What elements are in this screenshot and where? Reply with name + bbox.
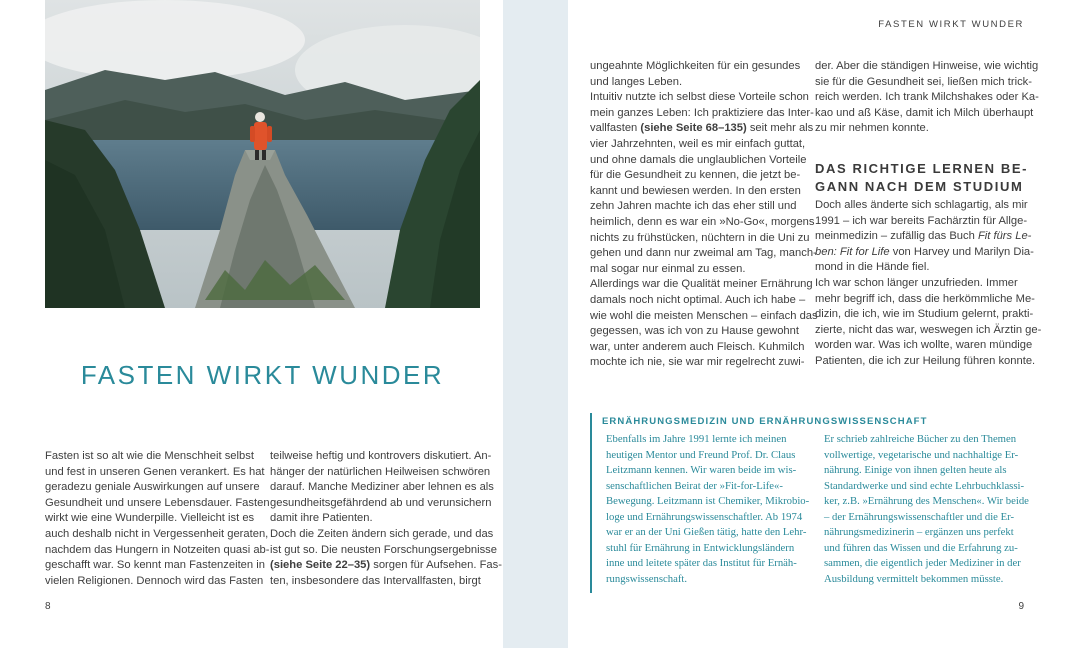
text-line: reich werden. Ich trank Milchshakes oder Ka- — [815, 91, 1039, 104]
right-body-column-2-continued — [815, 198, 1042, 370]
text-line: wie wohl die meisten Menschen – einfach das — [590, 309, 818, 322]
text-line: Bewegung. Leitzmann ist Chemiker, Mikrobio- — [606, 495, 810, 507]
text-line: gegessen, was ich von zu Hause gewohnt — [590, 325, 799, 338]
text-line: kannt und bewiesen werden. In den ersten — [590, 184, 801, 197]
info-box-column-1 — [606, 432, 809, 587]
text-line: Patienten, die ich zur Heilung führen konnte. — [815, 354, 1036, 367]
text-line: senschaftlichen Beirat der »Fit-for-Life«- — [606, 479, 783, 492]
text-line: vollwertige, vegetarische und nachhaltige Er- — [824, 448, 1019, 461]
text-fragment: meinmedizin – zufällig das Buch — [815, 230, 978, 243]
text-line: war, unter anderem auch Fleisch. Kuhmilch — [590, 340, 805, 353]
text-line: Leitzmann kennen. Wir waren beide im wis- — [606, 464, 797, 476]
text-line: heimlich, denn es war ein »No-Go«, morgens — [590, 215, 815, 228]
text-line: Gesundheit und unsere Lebensdauer. Fasten — [45, 496, 270, 509]
text-line: Doch die Zeiten ändern sich gerade, und das — [270, 527, 494, 540]
text-line: der. Aber die ständigen Hinweise, wie wichtig — [815, 60, 1039, 72]
text-line: ist gut so. Die neusten Forschungsergebnisse — [270, 543, 497, 556]
text-line: gehen und dann nur zweimal am Tag, manch- — [590, 247, 817, 260]
text-line: und fest in unseren Genen verankert. Es hat — [45, 465, 265, 478]
chapter-title: FASTEN WIRKT WUNDER — [80, 360, 445, 390]
text-line: wirkt wie eine Wunderpille. Vielleicht ist es — [45, 512, 255, 525]
text-line: sie für die Gesundheit sei, ließen mich trick- — [815, 75, 1032, 88]
text-line: zierte, nicht das war, weswegen ich Ärztin ge- — [815, 323, 1042, 336]
text-line: ten, insbesondere das Intervallfasten, birgt — [270, 574, 481, 587]
text-line: nährungsmedizinerin – ergänzen uns perfekt — [824, 526, 1014, 538]
hiker-mountain-photo — [45, 0, 480, 308]
text-line: und langes Leben. — [590, 75, 683, 88]
info-box — [590, 413, 1032, 593]
heading-line: DAS RICHTIGE LERNEN BE- — [815, 161, 1029, 176]
text-line: gesundheitsgefährdend ab und verunsichern — [270, 496, 492, 509]
text-line: dizin, die ich, wie im Studium gelernt, prakti- — [815, 308, 1034, 321]
running-head: FASTEN WIRKT WUNDER — [878, 19, 1024, 30]
right-body-column-2 — [815, 59, 1039, 137]
text-line: Standardwerke und sind echte Lehrbuchklassi- — [824, 479, 1025, 492]
section-heading — [815, 160, 1035, 196]
text-line: Ebenfalls im Jahre 1991 lernte ich meinen — [606, 433, 787, 445]
text-line: vielen Religionen. Dennoch wird das Fasten — [45, 574, 264, 587]
text-line: für die Gesundheit zu kennen, die jetzt be- — [590, 169, 801, 182]
text-line — [590, 121, 814, 137]
text-line: Doch alles änderte sich schlagartig, als mir — [815, 199, 1028, 211]
text-line: zu mir nehmen konnte. — [815, 122, 929, 135]
left-body-column-1 — [45, 449, 270, 589]
right-page — [568, 0, 1069, 648]
text-line: kao und aß Käse, damit ich Milch überhaupt — [815, 106, 1034, 119]
text-line: darauf. Manche Mediziner aber lehnen es als — [270, 481, 494, 494]
page-number: 8 — [45, 601, 51, 612]
text-fragment: sorgen für Aufsehen. Fas- — [370, 559, 502, 572]
text-line: vier Jahrzehnten, weil es mir einfach guttat, — [590, 137, 806, 150]
heading-line: GANN NACH DEM STUDIUM — [815, 179, 1024, 194]
book-title: Fit fürs Le- — [977, 230, 1032, 243]
text-line: ker, z.B. »Ernährung des Menschen«. Wir beide — [824, 495, 1029, 507]
text-line: mein ganzes Leben: Ich praktiziere das Inter- — [590, 106, 814, 119]
text-line: – der Ernährungswissenschaftler und die Er- — [824, 510, 1015, 523]
text-line: Intuitiv nutzte ich selbst diese Vorteile schon — [590, 91, 809, 104]
text-line: loge und Ernährungswissenschaftler. Ab 1974 — [606, 510, 803, 523]
text-fragment: vallfasten — [590, 122, 641, 135]
text-line: damit ihre Patienten. — [270, 512, 373, 525]
text-line — [815, 245, 1034, 261]
text-line: mehr begriff ich, dass die herkömmliche Me- — [815, 292, 1035, 305]
text-line: war er an der Uni Gießen tätig, hatte den Lehr- — [606, 526, 807, 538]
text-line: auch deshalb nicht in Vergessenheit geraten, — [45, 527, 269, 540]
text-line: Allerdings war die Qualität meiner Ernährung — [590, 278, 813, 291]
text-line: stuhl für Ernährung in Entwicklungsländern — [606, 541, 795, 554]
text-line: worden war. Was ich wollte, waren mündige — [815, 339, 1033, 352]
text-line: mal sogar nur einmal zu essen. — [590, 262, 746, 275]
page-reference: (siehe Seite 22–35) — [270, 559, 371, 572]
text-line: Ausbildung vermittelt bekommen müsste. — [824, 572, 1004, 585]
text-line: inne und leitete später das Institut für Ernäh- — [606, 557, 797, 569]
text-line: ungeahnte Möglichkeiten für ein gesundes — [590, 60, 801, 72]
text-line: hänger der natürlichen Heilweisen schwören — [270, 465, 491, 478]
text-line: und ohne damals die unglaublichen Vorteile — [590, 153, 807, 166]
photo-illustration — [45, 0, 480, 308]
info-box-column-2 — [824, 432, 1029, 587]
text-line: Er schrieb zahlreiche Bücher zu den Themen — [824, 433, 1017, 445]
text-fragment: von Harvey und Marilyn Dia- — [889, 245, 1034, 258]
text-line: geschafft war. So kennt man Fastenzeiten in — [45, 559, 265, 572]
text-line: nährung. Einige von ihnen gelten heute als — [824, 464, 1007, 476]
text-line: damals noch nicht optimal. Auch ich habe – — [590, 293, 806, 306]
text-line: geradezu geniale Auswirkungen auf unsere — [45, 481, 260, 494]
page-reference: (siehe Seite 68–135) — [640, 122, 747, 135]
text-line: sammen, die eigentlich jeder Mediziner in der — [824, 557, 1021, 569]
book-title: ben: Fit for Life — [815, 245, 890, 258]
text-line: 1991 – ich war bereits Fachärztin für Allge- — [815, 214, 1028, 227]
left-body-column-2 — [270, 449, 502, 589]
text-line — [270, 558, 502, 574]
info-box-title: ERNÄHRUNGSMEDIZIN UND ERNÄHRUNGSWISSENSCHAFT — [602, 416, 928, 427]
left-page — [0, 0, 503, 648]
text-line: heutigen Mentor und Freund Prof. Dr. Claus — [606, 448, 796, 461]
text-line: Fasten ist so alt wie die Menschheit selbst — [45, 450, 254, 462]
text-line: teilweise heftig und kontrovers diskutiert. An- — [270, 450, 492, 462]
text-line: nichts zu frühstücken, nüchtern in die Uni zu — [590, 231, 810, 244]
text-fragment: seit mehr als — [746, 122, 814, 135]
text-line — [815, 229, 1032, 245]
right-body-column-1 — [590, 59, 818, 371]
text-line: mochte ich nie, sie war mir regelrecht zuwi- — [590, 356, 805, 369]
page-number: 9 — [1018, 601, 1024, 612]
text-line: und führen das Wissen und die Erfahrung zu- — [824, 541, 1018, 554]
text-line: rungswissenschaft. — [606, 572, 688, 585]
page-gutter — [503, 0, 568, 648]
text-line: zehn Jahren machte ich das eher still und — [590, 200, 797, 213]
text-line: nachdem das Hungern in Notzeiten quasi ab- — [45, 543, 270, 556]
text-line: mond in die Hände fiel. — [815, 261, 930, 274]
text-line: Ich war schon länger unzufrieden. Immer — [815, 276, 1018, 289]
